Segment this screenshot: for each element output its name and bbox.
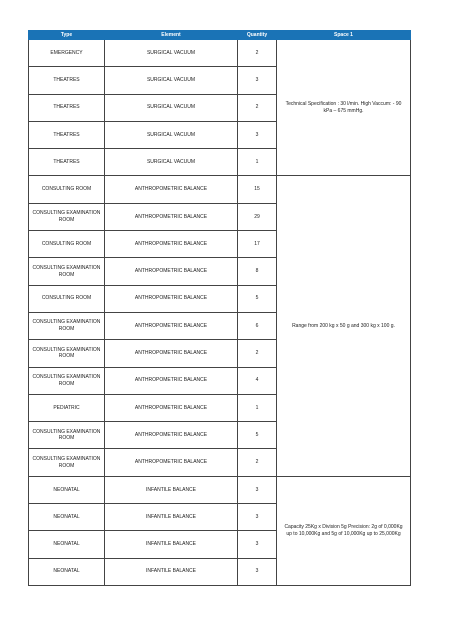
cell-element: ANTHROPOMETRIC BALANCE [105, 312, 238, 339]
cell-element: ANTHROPOMETRIC BALANCE [105, 203, 238, 230]
cell-element: ANTHROPOMETRIC BALANCE [105, 340, 238, 367]
cell-element: SURGICAL VACUUM [105, 67, 238, 94]
cell-type: CONSULTING EXAMINATION ROOM [29, 367, 105, 394]
cell-quantity: 8 [238, 258, 277, 285]
cell-quantity: 3 [238, 504, 277, 531]
cell-type: NEONATAL [29, 531, 105, 558]
table-header-row [29, 31, 411, 40]
table-body [29, 40, 411, 586]
cell-quantity: 17 [238, 231, 277, 258]
cell-element: ANTHROPOMETRIC BALANCE [105, 176, 238, 203]
cell-element: ANTHROPOMETRIC BALANCE [105, 258, 238, 285]
cell-type: EMERGENCY [29, 40, 105, 67]
header-element: Element [105, 31, 238, 40]
cell-quantity: 3 [238, 67, 277, 94]
cell-type: THEATRES [29, 149, 105, 176]
cell-element: SURGICAL VACUUM [105, 40, 238, 67]
cell-quantity: 1 [238, 149, 277, 176]
cell-type: THEATRES [29, 94, 105, 121]
cell-element: ANTHROPOMETRIC BALANCE [105, 231, 238, 258]
cell-quantity: 2 [238, 94, 277, 121]
table-row [29, 40, 411, 67]
cell-quantity: 5 [238, 285, 277, 312]
cell-quantity: 3 [238, 531, 277, 558]
header-quantity: Quantity [238, 31, 277, 40]
cell-element: ANTHROPOMETRIC BALANCE [105, 422, 238, 449]
cell-type: NEONATAL [29, 558, 105, 585]
header-space: Space 1 [277, 31, 411, 40]
table-row [29, 476, 411, 503]
cell-quantity: 6 [238, 312, 277, 339]
cell-type: PEDIATRIC [29, 394, 105, 421]
cell-type: CONSULTING ROOM [29, 285, 105, 312]
cell-type: NEONATAL [29, 476, 105, 503]
header-type: Type [29, 31, 105, 40]
cell-space-spec: Range from 200 kg x 50 g and 300 kg x 100 g. [277, 176, 411, 476]
cell-element: SURGICAL VACUUM [105, 149, 238, 176]
cell-element: INFANTILE BALANCE [105, 531, 238, 558]
cell-type: CONSULTING EXAMINATION ROOM [29, 203, 105, 230]
table-row [29, 176, 411, 203]
cell-quantity: 15 [238, 176, 277, 203]
cell-quantity: 3 [238, 121, 277, 148]
cell-element: ANTHROPOMETRIC BALANCE [105, 449, 238, 476]
cell-quantity: 1 [238, 394, 277, 421]
cell-type: CONSULTING EXAMINATION ROOM [29, 340, 105, 367]
cell-space-spec: Technical Specification : 30 l/min. High Vaccum: - 90 kPa – 675 mmHg. [277, 40, 411, 176]
cell-quantity: 2 [238, 449, 277, 476]
cell-quantity: 2 [238, 40, 277, 67]
cell-type: NEONATAL [29, 504, 105, 531]
cell-type: CONSULTING ROOM [29, 231, 105, 258]
cell-element: INFANTILE BALANCE [105, 504, 238, 531]
cell-element: INFANTILE BALANCE [105, 476, 238, 503]
cell-type: CONSULTING EXAMINATION ROOM [29, 312, 105, 339]
cell-type: CONSULTING EXAMINATION ROOM [29, 422, 105, 449]
cell-type: THEATRES [29, 121, 105, 148]
cell-type: CONSULTING EXAMINATION ROOM [29, 258, 105, 285]
cell-element: ANTHROPOMETRIC BALANCE [105, 367, 238, 394]
equipment-table [28, 30, 411, 586]
cell-space-spec: Capacity 25Kg x Division 5g Precision: 2g of 0,000Kg up to 10,000Kg and 5g of 10,000Kg up to 25,000Kg [277, 476, 411, 585]
cell-type: CONSULTING EXAMINATION ROOM [29, 449, 105, 476]
cell-quantity: 4 [238, 367, 277, 394]
cell-element: SURGICAL VACUUM [105, 94, 238, 121]
cell-quantity: 29 [238, 203, 277, 230]
cell-type: THEATRES [29, 67, 105, 94]
cell-element: SURGICAL VACUUM [105, 121, 238, 148]
cell-quantity: 3 [238, 558, 277, 585]
cell-element: ANTHROPOMETRIC BALANCE [105, 285, 238, 312]
cell-element: ANTHROPOMETRIC BALANCE [105, 394, 238, 421]
cell-quantity: 3 [238, 476, 277, 503]
cell-quantity: 2 [238, 340, 277, 367]
cell-type: CONSULTING ROOM [29, 176, 105, 203]
cell-quantity: 5 [238, 422, 277, 449]
cell-element: INFANTILE BALANCE [105, 558, 238, 585]
